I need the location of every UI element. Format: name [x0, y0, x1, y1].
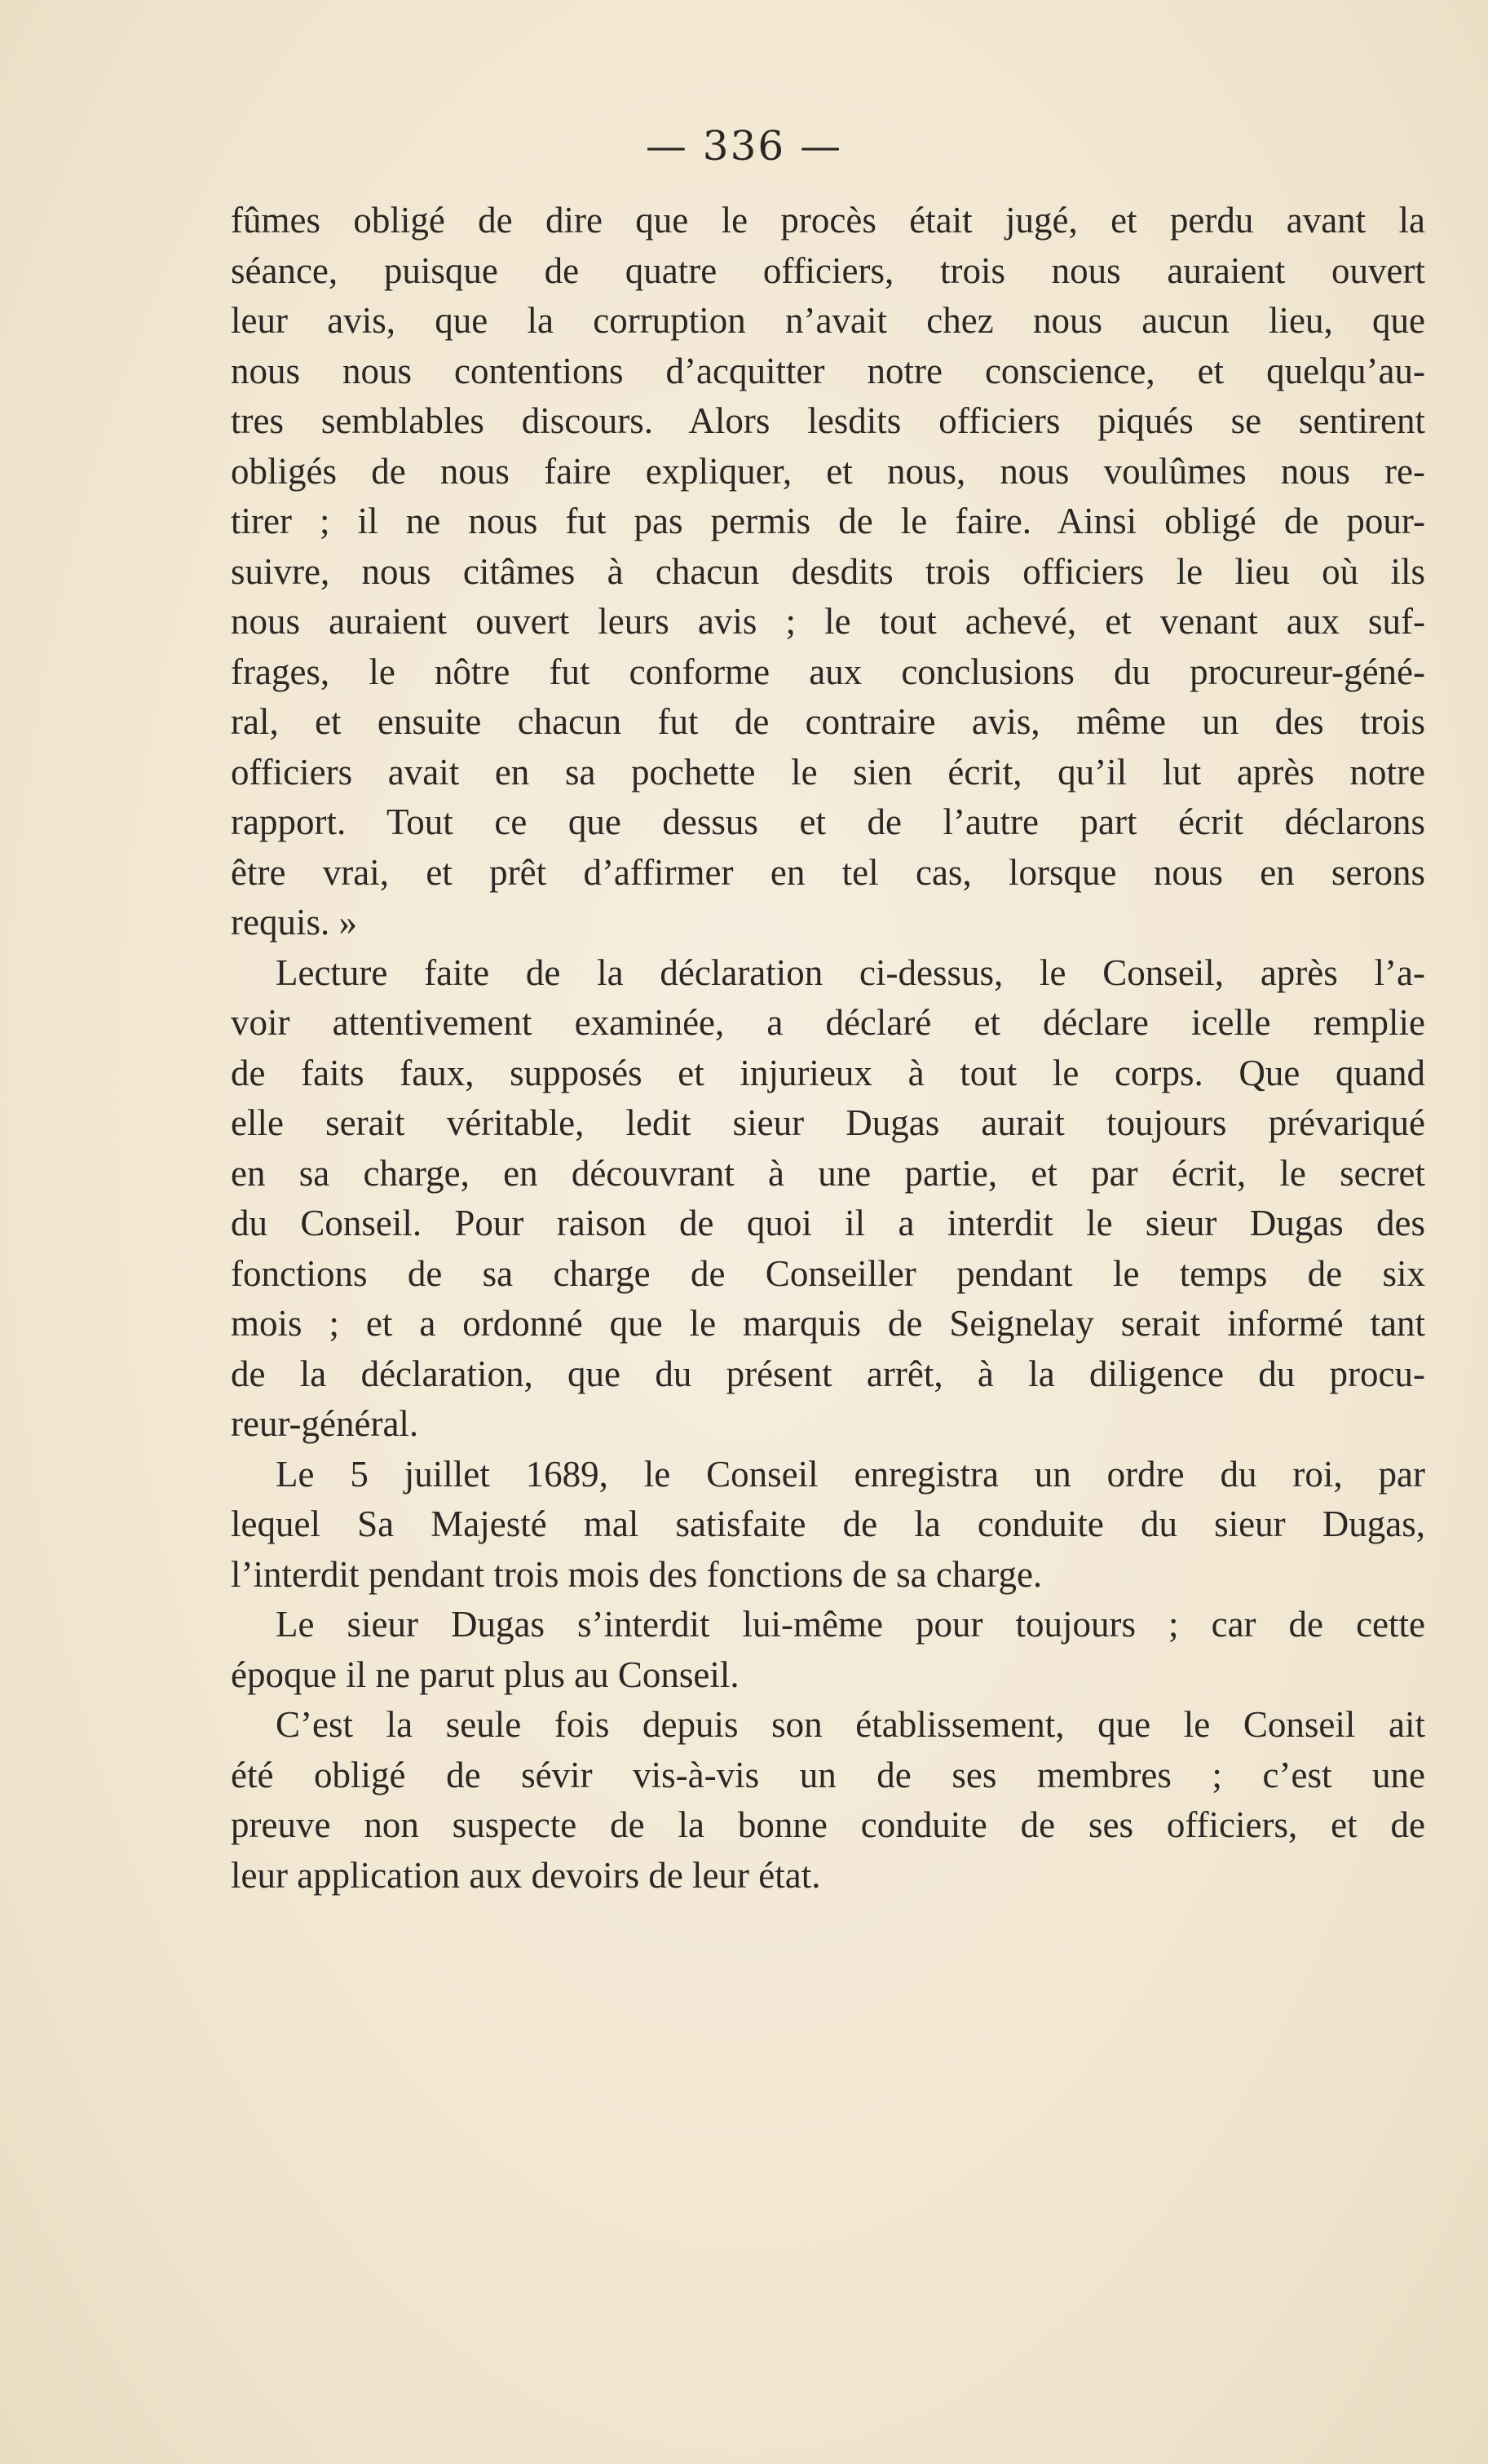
text-line: leur application aux devoirs de leur état.: [231, 1854, 821, 1896]
text-line: époque il ne parut plus au Conseil.: [231, 1654, 740, 1695]
text-line: reur-général.: [231, 1403, 419, 1444]
text-line: requis. »: [231, 902, 357, 943]
text-line: lequel Sa Majesté mal satisfaite de la conduite du sieur Dugas,: [231, 1504, 1425, 1544]
text-line: en sa charge, en découvrant à une partie, et par écrit, le secret: [231, 1152, 1425, 1194]
text-line: preuve non suspecte de la bonne conduite de ses officiers, et de: [231, 1804, 1425, 1845]
paragraph-start-line: C’est la seule fois depuis son établissement, que le Conseil ait: [276, 1704, 1425, 1745]
text-line: tirer ; il ne nous fut pas permis de le faire. Ainsi obligé de pour-: [231, 501, 1425, 541]
text-line: leur avis, que la corruption n’avait chez nous aucun lieu, que: [231, 300, 1425, 341]
body-text: [231, 196, 1425, 1901]
text-line: fonctions de sa charge de Conseiller pendant le temps de six: [231, 1252, 1425, 1294]
text-line: séance, puisque de quatre officiers, trois nous auraient ouvert: [231, 249, 1425, 291]
text-line: été obligé de sévir vis-à-vis un de ses membres ; c’est une: [231, 1754, 1425, 1795]
paragraph-start-line: Le sieur Dugas s’interdit lui-même pour toujours ; car de cette: [276, 1604, 1425, 1645]
text-line: tres semblables discours. Alors lesdits officiers piqués se sentirent: [231, 400, 1425, 441]
paragraph-start-line: Lecture faite de la déclaration ci-dessus, le Conseil, après l’a-: [276, 952, 1425, 993]
text-line: nous auraient ouvert leurs avis ; le tout achevé, et venant aux suf-: [231, 601, 1425, 642]
text-line: rapport. Tout ce que dessus et de l’autre part écrit déclarons: [231, 801, 1425, 842]
text-line: ral, et ensuite chacun fut de contraire avis, même un des trois: [231, 701, 1425, 742]
text-line: de faits faux, supposés et injurieux à tout le corps. Que quand: [231, 1052, 1425, 1093]
text-line: fûmes obligé de dire que le procès était jugé, et perdu avant la: [231, 200, 1425, 241]
text-line: voir attentivement examinée, a déclaré et déclare icelle remplie: [231, 1002, 1425, 1043]
text-line: frages, le nôtre fut conforme aux conclusions du procureur-géné-: [231, 651, 1425, 692]
text-line: suivre, nous citâmes à chacun desdits trois officiers le lieu où ils: [231, 550, 1425, 592]
text-line: du Conseil. Pour raison de quoi il a interdit le sieur Dugas des: [231, 1203, 1425, 1243]
text-line: nous nous contentions d’acquitter notre conscience, et quelqu’au-: [231, 350, 1425, 391]
text-line: officiers avait en sa pochette le sien écrit, qu’il lut après notre: [231, 751, 1425, 793]
text-line: obligés de nous faire expliquer, et nous, nous voulûmes nous re-: [231, 450, 1425, 492]
text-line: l’interdit pendant trois mois des fonctions de sa charge.: [231, 1553, 1043, 1595]
text-line: mois ; et a ordonné que le marquis de Seignelay serait informé tant: [231, 1303, 1425, 1344]
text-line: de la déclaration, que du présent arrêt, à la diligence du procu-: [231, 1353, 1425, 1394]
text-line: elle serait véritable, ledit sieur Dugas aurait toujours prévariqué: [231, 1102, 1425, 1143]
paragraph-start-line: Le 5 juillet 1689, le Conseil enregistra un ordre du roi, par: [276, 1453, 1425, 1495]
page-number: — 336 —: [645, 122, 843, 170]
text-line: être vrai, et prêt d’affirmer en tel cas, lorsque nous en serons: [231, 851, 1425, 893]
